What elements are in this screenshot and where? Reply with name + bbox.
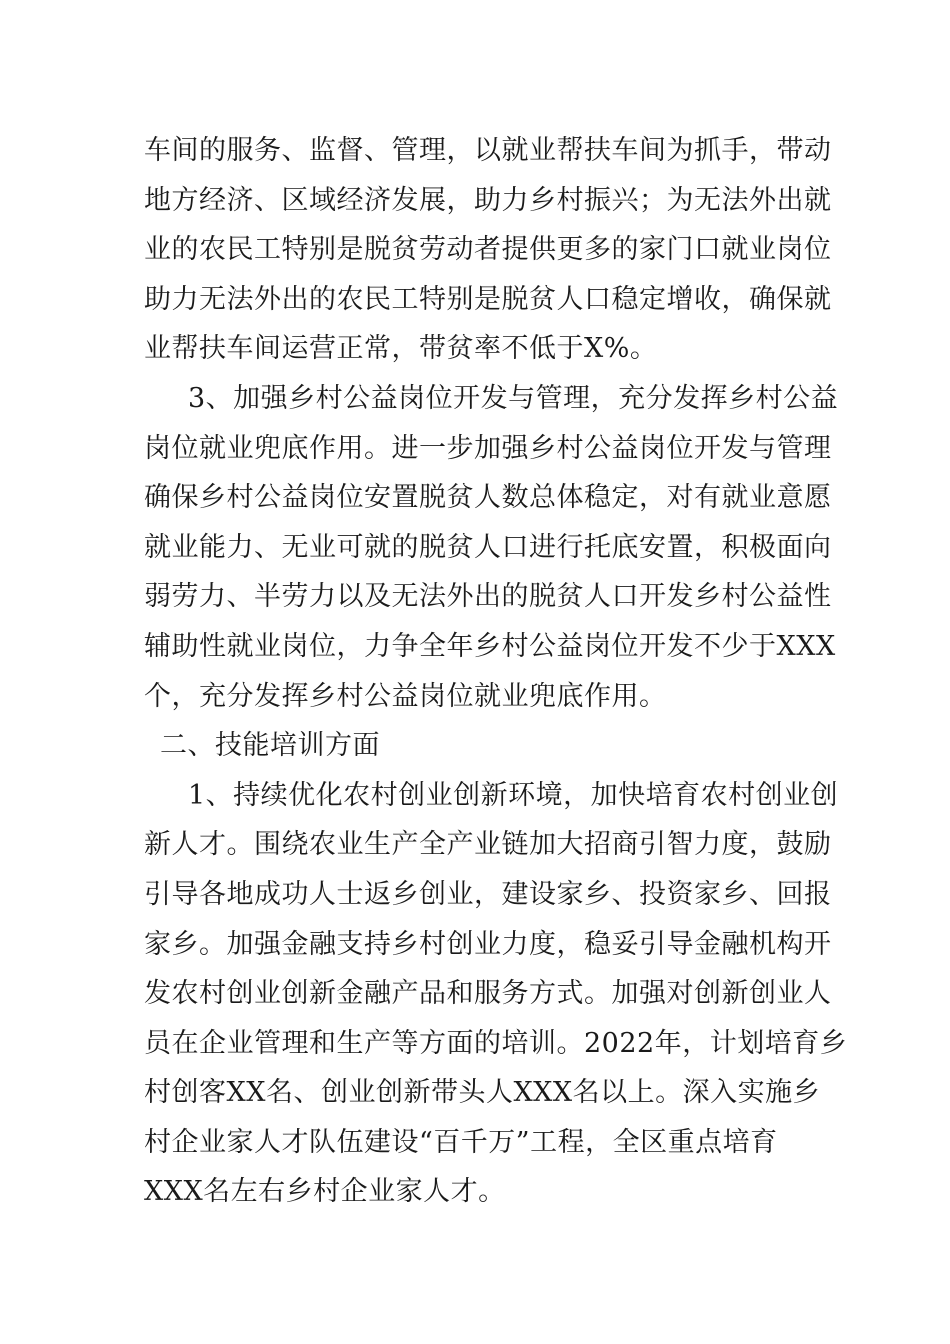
text-line: 业帮扶车间运营正常，带贫率不低于X%。 bbox=[144, 333, 658, 365]
paragraph-employment-workshop bbox=[144, 126, 832, 374]
text-line: 岗位就业兜底作用。进一步加强乡村公益岗位开发与管理 bbox=[144, 432, 832, 464]
text-line: 1、持续优化农村创业创新环境，加快培育农村创业创 bbox=[188, 779, 839, 811]
text-line: 助力无法外出的农民工特别是脱贫人口稳定增收，确保就 bbox=[144, 283, 832, 315]
text-line: 新人才。围绕农业生产全产业链加大招商引智力度，鼓励 bbox=[144, 829, 832, 861]
text-line: 3、加强乡村公益岗位开发与管理，充分发挥乡村公益 bbox=[188, 382, 839, 414]
paragraph-rural-entrepreneurship bbox=[144, 771, 848, 1217]
text-line: 车间的服务、监督、管理，以就业帮扶车间为抓手，带动 bbox=[144, 135, 832, 166]
text-line: 确保乡村公益岗位安置脱贫人数总体稳定，对有就业意愿 bbox=[144, 482, 832, 514]
text-line: 发农村创业创新金融产品和服务方式。加强对创新创业人 bbox=[144, 978, 832, 1010]
text-line: 地方经济、区域经济发展，助力乡村振兴；为无法外出就 bbox=[144, 184, 832, 216]
text-line: 员在企业管理和生产等方面的培训。2022年，计划培育乡 bbox=[144, 1027, 848, 1059]
text-line: 弱劳力、半劳力以及无法外出的脱贫人口开发乡村公益性 bbox=[144, 581, 832, 613]
text-line: 辅助性就业岗位，力争全年乡村公益岗位开发不少于XXX bbox=[144, 630, 836, 662]
text-line: 就业能力、无业可就的脱贫人口进行托底安置，积极面向 bbox=[144, 531, 832, 563]
text-line: 业的农民工特别是脱贫劳动者提供更多的家门口就业岗位 bbox=[144, 234, 832, 266]
text-line: 个，充分发挥乡村公益岗位就业兜底作用。 bbox=[144, 680, 667, 712]
text-line: XXX名左右乡村企业家人才。 bbox=[144, 1176, 506, 1208]
document-body bbox=[144, 126, 848, 1217]
section-heading-skills-training bbox=[144, 721, 809, 771]
text-line: 家乡。加强金融支持乡村创业力度，稳妥引导金融机构开 bbox=[144, 928, 832, 960]
text-line: 村创客XX名、创业创新带头人XXX名以上。深入实施乡 bbox=[144, 1077, 821, 1109]
paragraph-public-welfare-posts bbox=[144, 374, 839, 721]
text-line: 村企业家人才队伍建设“百千万”工程，全区重点培育 bbox=[144, 1126, 778, 1158]
section-heading: 二、技能培训方面 bbox=[160, 730, 380, 762]
text-line: 引导各地成功人士返乡创业，建设家乡、投资家乡、回报 bbox=[144, 878, 832, 910]
